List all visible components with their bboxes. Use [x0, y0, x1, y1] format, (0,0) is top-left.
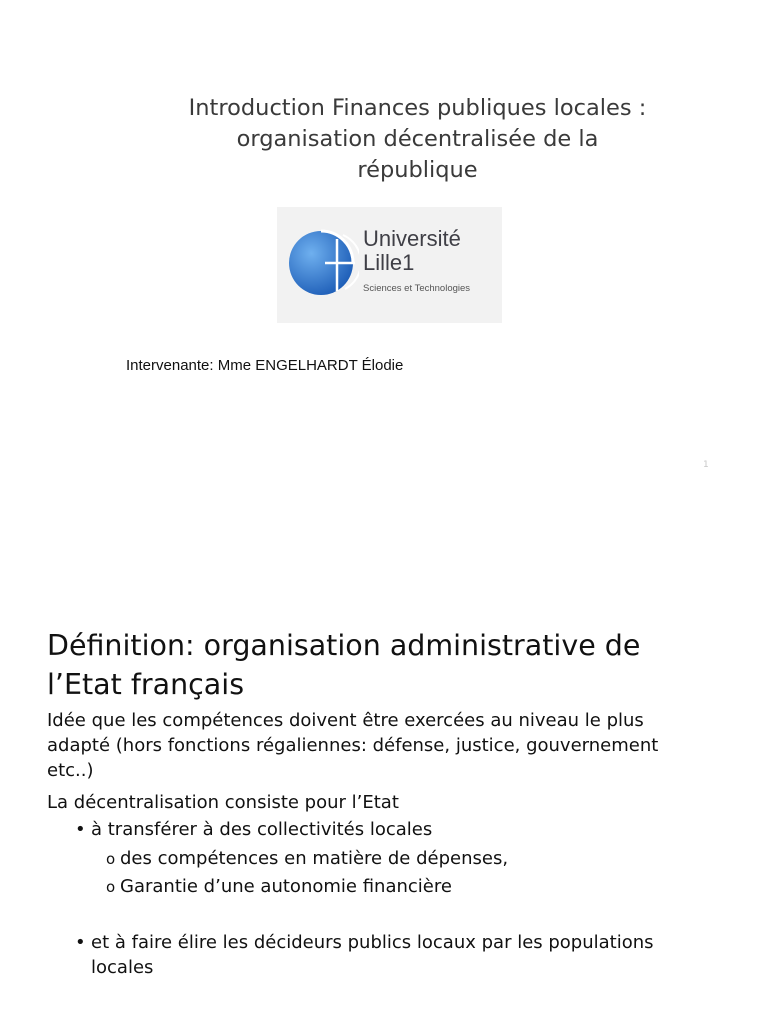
bullet-text-line-2: locales: [91, 957, 154, 978]
logo-name-line-1: Université: [363, 226, 461, 251]
globe-logo-icon: [287, 227, 359, 299]
circle-bullet-icon: o: [106, 878, 116, 896]
definition-paragraph: Idée que les compétences doivent être exercées au niveau le plus adapté (hors fonctions régaliennes: défense, justice, gouvernement etc..): [47, 710, 659, 781]
title-line-1: Introduction Finances publiques locales :: [188, 95, 647, 121]
slide-2-title: [47, 626, 727, 704]
presenter-name: Intervenante: Mme ENGELHARDT Élodie: [126, 357, 404, 374]
decentralisation-intro: La décentralisation consiste pour l’Etat: [47, 792, 399, 813]
title-line-2: organisation décentralisée de la: [236, 126, 599, 152]
title-line-3: république: [357, 157, 478, 183]
sub-item-competences: [106, 846, 508, 872]
sub-item-text: Garantie d’une autonomie financière: [120, 876, 452, 897]
page-number: 1: [703, 460, 709, 470]
bullet-icon: •: [75, 819, 86, 840]
bullet-icon: •: [75, 932, 86, 953]
bullet-item-election: [75, 930, 715, 980]
university-logo: [277, 207, 502, 323]
slide-1-title: [150, 93, 685, 186]
bullet-text-line-1: et à faire élire les décideurs publics locaux par les populations: [91, 932, 654, 953]
title-line-1: Définition: organisation administrative de: [47, 629, 641, 662]
title-line-2: l’Etat français: [47, 668, 245, 701]
circle-bullet-icon: o: [106, 850, 116, 868]
bullet-item-transfer: [75, 817, 715, 842]
logo-name-line-2: Lille1: [363, 250, 415, 275]
sub-item-autonomy: [106, 874, 452, 900]
bullet-text: à transférer à des collectivités locales: [91, 819, 433, 840]
logo-subtitle: Sciences et Technologies: [363, 283, 471, 294]
slide-2: [0, 590, 768, 1024]
sub-item-text: des compétences en matière de dépenses,: [120, 848, 509, 869]
logo-name: [363, 227, 461, 275]
